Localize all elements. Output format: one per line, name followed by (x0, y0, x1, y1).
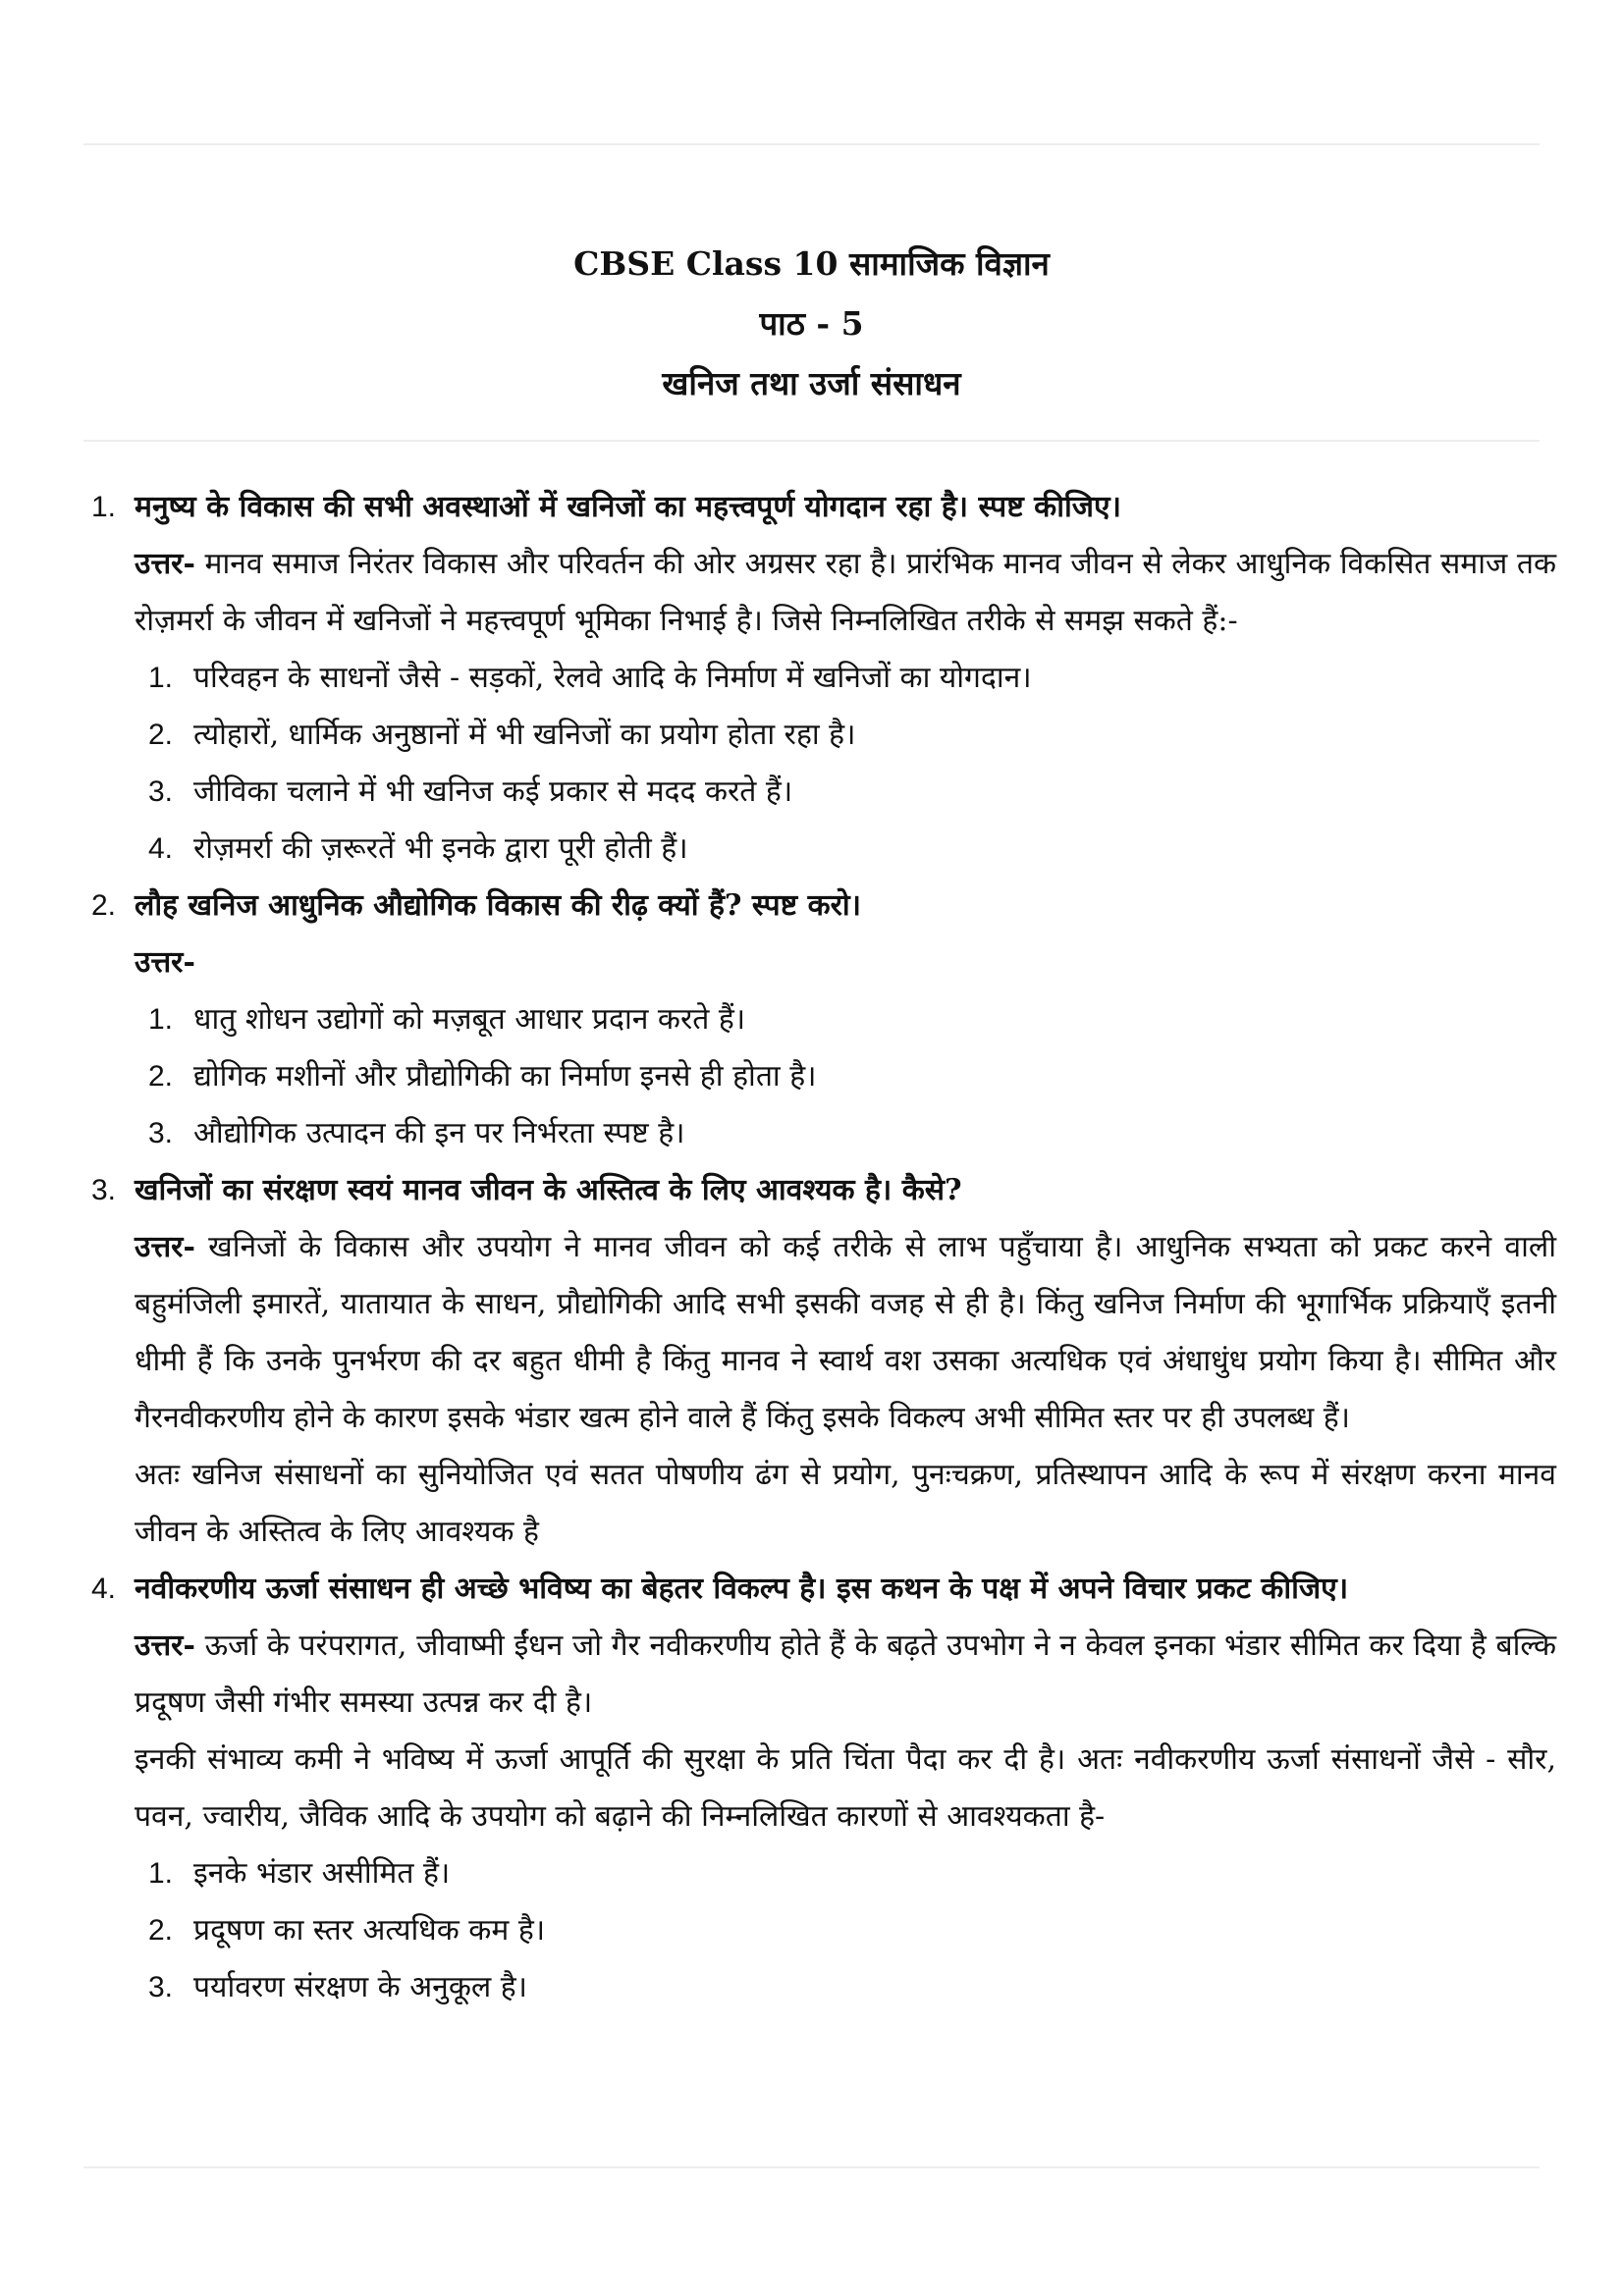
list-item (83, 821, 1556, 878)
list-item (83, 1845, 1556, 1902)
item-number: 3. (148, 775, 174, 808)
header-title: CBSE Class 10 सामाजिक विज्ञान (573, 244, 1050, 283)
list-item (83, 991, 1556, 1048)
answer-text: ऊर्जा के परंपरागत, जीवाष्मी ईंधन जो गैर नवीकरणीय होते हैं के बढ़ते उपभोग ने न केवल इनका भंडार सीमित कर दिया है बल्कि प्रदूषण जैसी गंभीर समस्या उत्पन्न कर दी है। (135, 1629, 1556, 1720)
item-number: 1. (148, 1857, 174, 1890)
item-number: 2. (148, 1914, 174, 1947)
item-text: प्रदूषण का स्तर अत्यधिक कम है। (193, 1913, 546, 1948)
item-text: पर्यावरण संरक्षण के अनुकूल है। (193, 1970, 528, 2004)
question-list (83, 479, 1556, 2016)
top-divider (83, 143, 1540, 145)
header-divider (83, 440, 1540, 442)
list-item (83, 1959, 1556, 2016)
list-item (83, 764, 1556, 821)
list-item (83, 707, 1556, 764)
header-subject: खनिज तथा उर्जा संसाधन (662, 364, 961, 402)
list-item (83, 1105, 1556, 1162)
question-number: 3. (91, 1174, 117, 1206)
answer-3 (135, 1219, 1556, 1447)
bottom-divider (83, 2166, 1540, 2168)
item-text: जीविका चलाने में भी खनिज कई प्रकार से मदद करते हैं। (193, 774, 793, 809)
item-number: 4. (148, 832, 174, 865)
item-text: इनके भंडार असीमित हैं। (193, 1856, 451, 1891)
item-text: परिवहन के साधनों जैसे - सड़कों, रेलवे आदि के निर्माण में खनिजों का योगदान। (193, 661, 1032, 695)
question-text: नवीकरणीय ऊर्जा संसाधन ही अच्छे भविष्य का बेहतर विकल्प है। इस कथन के पक्ष में अपने विचार प्रकट कीजिए। (135, 1572, 1349, 1606)
question-3 (83, 1162, 1556, 1219)
item-number: 1. (148, 662, 174, 694)
answer-4 (135, 1618, 1556, 1732)
item-number: 1. (148, 1003, 174, 1036)
item-number: 2. (148, 1060, 174, 1093)
answer-2 (135, 934, 1556, 991)
question-text: लौह खनिज आधुनिक औद्योगिक विकास की रीढ़ क्यों हैं? स्पष्ट करो। (135, 888, 862, 923)
list-item (83, 650, 1556, 707)
answer-text: मानव समाज निरंतर विकास और परिवर्तन की ओर अग्रसर रहा है। प्रारंभिक मानव जीवन से लेकर आधुनिक विकसित समाज तक रोज़मर्रा के जीवन में खनिजों ने महत्त्वपूर्ण भूमिका निभाई है। जिसे निम्नलिखित तरीके से समझ सकते हैं:- (135, 547, 1556, 638)
list-item (83, 1902, 1556, 1959)
item-text: धातु शोधन उद्योगों को मज़बूत आधार प्रदान करते हैं। (193, 1002, 746, 1037)
answer-1 (135, 536, 1556, 650)
answer-label: उत्तर- (135, 1629, 195, 1663)
header-chapter: पाठ - 5 (759, 304, 864, 343)
question-text: खनिजों का संरक्षण स्वयं मानव जीवन के अस्तित्व के लिए आवश्यक है। कैसे? (135, 1173, 962, 1207)
document-header (0, 234, 1623, 413)
item-number: 3. (148, 1971, 174, 2003)
answer-4-continuation: इनकी संभाव्य कमी ने भविष्य में ऊर्जा आपूर्ति की सुरक्षा के प्रति चिंता पैदा कर दी है। अतः नवीकरणीय ऊर्जा संसाधनों जैसे - सौर, पवन, ज्वारीय, जैविक आदि के उपयोग को बढ़ाने की निम्नलिखित कारणों से आवश्यकता है- (135, 1742, 1556, 1834)
answer-text: खनिजों के विकास और उपयोग ने मानव जीवन को कई तरीके से लाभ पहुँचाया है। आधुनिक सभ्यता को प्रकट करने वाली बहुमंजिली इमारतें, यातायात के साधन, प्रौद्योगिकी आदि सभी इसकी वजह से ही है। किंतु खनिज निर्माण की भूगार्भिक प्रक्रियाएँ इतनी धीमी हैं कि उनके पुनर्भरण की दर बहुत धीमी है किंतु मानव ने स्वार्थ वश उसका अत्यधिक एवं अंधाधुंध प्रयोग किया है। सीमित और गैरनवीकरणीय होने के कारण इसके भंडार खत्म होने वाले हैं किंतु इसके विकल्प अभी सीमित स्तर पर ही उपलब्ध हैं। (135, 1230, 1556, 1435)
item-number: 2. (148, 719, 174, 751)
question-2 (83, 878, 1556, 934)
item-text: त्योहारों, धार्मिक अनुष्ठानों में भी खनिजों का प्रयोग होता रहा है। (193, 718, 856, 752)
question-1 (83, 479, 1556, 536)
item-text: औद्योगिक उत्पादन की इन पर निर्भरता स्पष्ट है। (193, 1116, 685, 1150)
question-text: मनुष्य के विकास की सभी अवस्थाओं में खनिजों का महत्त्वपूर्ण योगदान रहा है। स्पष्ट कीजिए। (135, 490, 1121, 524)
answer-label: उत्तर- (135, 547, 195, 581)
question-number: 4. (91, 1573, 117, 1605)
question-number: 2. (91, 889, 117, 922)
item-text: रोज़मर्रा की ज़रूरतें भी इनके द्वारा पूरी होती हैं। (193, 831, 688, 866)
question-number: 1. (91, 491, 117, 523)
answer-3-conclusion: अतः खनिज संसाधनों का सुनियोजित एवं सतत पोषणीय ढंग से प्रयोग, पुनःचक्रण, प्रतिस्थापन आदि के रूप में संरक्षण करना मानव जीवन के अस्तित्व के लिए आवश्यक है (135, 1458, 1556, 1549)
answer-label: उत्तर- (135, 1230, 195, 1264)
question-4 (83, 1561, 1556, 1618)
item-number: 3. (148, 1117, 174, 1149)
item-text: द्योगिक मशीनों और प्रौद्योगिकी का निर्माण इनसे ही होता है। (193, 1059, 817, 1094)
list-item (83, 1048, 1556, 1105)
answer-label: उत्तर- (135, 945, 195, 980)
